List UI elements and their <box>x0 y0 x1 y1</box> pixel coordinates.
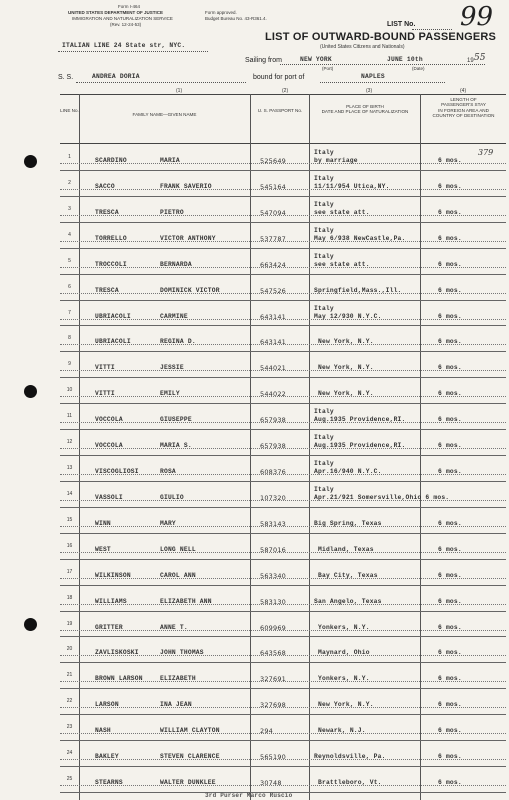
row-given-name: LONG NELL <box>160 545 196 553</box>
row-stay: 6 mos. <box>438 701 462 709</box>
row-birth-place: Midland, Texas <box>318 545 374 553</box>
row-divider <box>60 766 506 767</box>
row-naturalization: Aug.1935 Providence,RI. <box>314 442 406 450</box>
row-naturalization: May 6/938 NewCastle,Pa. <box>314 234 406 242</box>
row-line-number: 3 <box>68 205 71 212</box>
column-number-1: (1) <box>176 88 183 94</box>
row-line-number: 16 <box>66 542 73 549</box>
row-naturalization: see state att. <box>314 208 370 216</box>
row-family-name: LARSON <box>95 701 119 709</box>
row-stay: 6 mos. <box>438 597 462 605</box>
row-line-number: 12 <box>66 439 73 446</box>
row-given-name: BERNARDA <box>160 260 192 268</box>
row-passport-number: 609969 <box>260 623 287 632</box>
row-passport-number: 30748 <box>260 779 282 788</box>
row-line-number: 13 <box>66 465 73 472</box>
row-stay: 6 mos. <box>438 649 462 657</box>
row-line-number: 15 <box>66 516 73 523</box>
row-family-name: VISCOGLIOSI <box>95 468 139 476</box>
destination-underline <box>320 82 445 83</box>
row-stay: 6 mos. <box>438 468 462 476</box>
row-divider <box>60 222 506 223</box>
row-stay: 6 mos. <box>438 779 462 787</box>
row-line-number: 7 <box>68 309 71 316</box>
row-family-name: ZAVLISKOSKI <box>95 649 139 657</box>
row-divider <box>60 714 506 715</box>
row-passport-number: 563340 <box>260 571 287 580</box>
row-passport-number: 537787 <box>260 234 287 243</box>
row-birth-place: Bay City, Texas <box>318 571 378 579</box>
row-given-name: INA JEAN <box>160 701 192 709</box>
bound-for-label: bound for port of <box>253 74 305 81</box>
row-line-number: 21 <box>66 672 73 679</box>
row-stay: 6 mos. <box>438 519 462 527</box>
sailing-year: 55 <box>474 53 486 63</box>
row-given-name: DOMINICK VICTOR <box>160 286 220 294</box>
row-birth-place: Italy <box>314 304 334 312</box>
ship-label: S. S. <box>58 74 74 81</box>
row-passport-number: 525649 <box>260 157 287 165</box>
header-stay <box>421 97 506 119</box>
row-birth-place: Italy <box>314 408 334 416</box>
row-given-name: ANNE T. <box>160 623 188 631</box>
row-birth-place: Italy <box>314 174 334 182</box>
row-birth-place: Yonkers, N.Y. <box>318 623 370 631</box>
sailing-date: JUNE 10th <box>387 56 423 63</box>
row-birth-place: Springfield,Mass.,Ill. <box>314 286 402 294</box>
row-stay: 6 mos. <box>438 182 462 190</box>
row-naturalization: May 12/930 N.Y.C. <box>314 312 382 320</box>
row-passport-number: 608376 <box>260 468 287 477</box>
row-family-name: GRITTER <box>95 623 123 631</box>
column-divider-1 <box>79 94 80 800</box>
row-family-name: NASH <box>95 727 111 735</box>
row-passport-number: 643141 <box>260 338 287 347</box>
row-passport-number: 545164 <box>260 182 287 191</box>
row-family-name: VASSOLI <box>95 493 123 501</box>
row-given-name: STEVEN CLARENCE <box>160 753 220 761</box>
row-family-name: STEARNS <box>95 779 123 787</box>
row-divider <box>60 300 506 301</box>
row-passport-number: 547094 <box>260 208 287 217</box>
row-birth-place: Italy <box>314 149 334 156</box>
row-divider <box>60 196 506 197</box>
row-family-name: WILKINSON <box>95 571 131 579</box>
punch-hole-3 <box>24 618 37 631</box>
form-id: Form I-464 <box>118 4 141 9</box>
row-divider <box>60 481 506 482</box>
row-line-number: 4 <box>68 231 71 238</box>
row-naturalization: Apr.21/921 Somersville,Ohio 6 mos. <box>314 493 450 501</box>
row-stay: 6 mos. <box>438 312 462 320</box>
row-passport-number: 583143 <box>260 519 287 528</box>
row-line-number: 22 <box>66 698 73 705</box>
row-stay: 6 mos. <box>438 675 462 683</box>
row-given-name: ELIZABETH <box>160 675 196 683</box>
row-family-name: SACCO <box>95 182 115 190</box>
row-line-number: 17 <box>66 568 73 575</box>
row-line-number: 25 <box>66 776 73 783</box>
row-given-name: MARIA <box>160 157 180 164</box>
row-divider <box>60 455 506 456</box>
row-divider <box>60 688 506 689</box>
document-title: LIST OF OUTWARD-BOUND PASSENGERS <box>265 31 497 43</box>
sailing-underline <box>280 64 485 65</box>
row-given-name: CARMINE <box>160 312 188 320</box>
row-given-name: GIULIO <box>160 493 184 501</box>
row-family-name: WEST <box>95 545 111 553</box>
row-naturalization: 11/11/954 Utica,NY. <box>314 182 390 190</box>
row-given-name: PIETRO <box>160 208 184 216</box>
row-stay: 6 mos. <box>438 260 462 268</box>
row-line-number: 24 <box>66 750 73 757</box>
row-divider <box>60 533 506 534</box>
row-family-name: BROWN LARSON <box>95 675 143 683</box>
column-divider-3 <box>309 94 310 800</box>
row-given-name: VICTOR ANTHONY <box>160 234 216 242</box>
row-family-name: BAKLEY <box>95 753 119 761</box>
row-passport-number: 327698 <box>260 701 287 710</box>
department-line-2: IMMIGRATION AND NATURALIZATION SERVICE <box>72 16 173 21</box>
row-passport-number: 565190 <box>260 753 287 762</box>
row-birth-place: Brattleboro, Vt. <box>318 779 382 787</box>
row-divider <box>60 585 506 586</box>
row-divider <box>60 248 506 249</box>
row-passport-number: 643568 <box>260 649 287 658</box>
row-birth-place: Italy <box>314 460 334 468</box>
row-divider <box>60 507 506 508</box>
row-passport-number: 643141 <box>260 312 287 321</box>
ship-underline <box>76 82 246 83</box>
row-divider <box>60 170 506 171</box>
column-divider-4 <box>420 94 421 800</box>
header-stay-line-1: LENGTH OF <box>450 97 477 102</box>
row-birth-place: Italy <box>314 252 334 260</box>
row-passport-number: 107320 <box>260 493 287 502</box>
row-stay: 6 mos. <box>438 338 462 346</box>
row-stay: 6 mos. <box>438 727 462 735</box>
list-number-underline <box>412 29 452 30</box>
sailing-port: NEW YORK <box>300 56 332 63</box>
port-caption: (Port) <box>322 66 334 71</box>
row-passport-number: 583130 <box>260 597 287 606</box>
row-line-number: 10 <box>66 387 73 394</box>
row-family-name: SCARDINO <box>95 157 127 164</box>
row-line-number: 8 <box>68 335 71 342</box>
column-divider-2 <box>250 94 251 800</box>
row-stay: 6 mos. <box>438 442 462 450</box>
row-naturalization: see state att. <box>314 260 370 268</box>
row-birth-place: Italy <box>314 200 334 208</box>
department-line-1: UNITED STATES DEPARTMENT OF JUSTICE <box>68 10 164 15</box>
date-caption: (Date) <box>412 66 425 71</box>
row-family-name: TRESCA <box>95 286 119 294</box>
punch-hole-1 <box>24 155 37 168</box>
destination-port: NAPLES <box>361 73 385 80</box>
row-birth-place: Italy <box>314 434 334 442</box>
list-number-handwritten: 99 <box>460 2 494 32</box>
row-stay: 6 mos. <box>438 753 462 761</box>
row-given-name: GIUSEPPE <box>160 416 192 424</box>
row-divider <box>60 325 506 326</box>
row-naturalization: Apr.16/940 N.Y.C. <box>314 468 382 476</box>
row-naturalization: by marriage <box>314 157 358 164</box>
column-number-2: (2) <box>282 88 289 94</box>
row-line-number: 18 <box>66 594 73 601</box>
row-divider <box>60 403 506 404</box>
row-line-number: 19 <box>66 620 73 627</box>
sailing-year-prefix: 19 <box>467 58 474 64</box>
row-family-name: UBRIACOLI <box>95 338 131 346</box>
row-family-name: VOCCOLA <box>95 416 123 424</box>
header-stay-line-2: PASSENGER'S STAY <box>441 102 486 108</box>
row-stay: 6 mos. <box>438 571 462 579</box>
row-family-name: VITTI <box>95 364 115 372</box>
row-stay: 6 mos. <box>438 623 462 631</box>
department-line-3: (Rev. 12-24-53) <box>110 22 142 27</box>
row-family-name: TROCCOLI <box>95 260 127 268</box>
row-family-name: WINN <box>95 519 111 527</box>
list-number-label: LIST No. <box>387 21 416 28</box>
row-line-number: 9 <box>68 361 71 368</box>
row-given-name: WILLIAM CLAYTON <box>160 727 220 735</box>
row-family-name: WILLIAMS <box>95 597 127 605</box>
ship-name: ANDREA DORIA <box>92 73 140 80</box>
row-passport-number: 657938 <box>260 442 287 451</box>
table-top-rule <box>60 94 506 95</box>
row-birth-place: New York, N.Y. <box>318 701 374 709</box>
sailing-from-label: Sailing from <box>245 57 282 64</box>
row-line-number: 23 <box>66 724 73 731</box>
row-stay: 6 mos. <box>438 157 462 164</box>
row-passport-number: 657938 <box>260 416 287 425</box>
row-stay: 6 mos. <box>438 545 462 553</box>
row-given-name: ROSA <box>160 468 176 476</box>
row-given-name: MARIA S. <box>160 442 192 450</box>
row-line-number: 1 <box>68 154 71 160</box>
row-given-name: MARY <box>160 519 176 527</box>
row-passport-number: 587016 <box>260 545 287 554</box>
row-family-name: TORRELLO <box>95 234 127 242</box>
column-number-4: (4) <box>460 88 467 94</box>
row-divider <box>60 740 506 741</box>
row-family-name: VOCCOLA <box>95 442 123 450</box>
row-given-name: ELIZABETH ANN <box>160 597 212 605</box>
header-line-no: LINE No. <box>60 108 79 113</box>
column-number-3: (3) <box>366 88 373 94</box>
row-divider <box>60 377 506 378</box>
footer-signature: 3rd Purser Marco Ruscio <box>205 792 293 799</box>
row-birth-place: Reynoldsville, Pa. <box>314 753 386 761</box>
row-birth-place: New York, N.Y. <box>318 390 374 398</box>
header-name: FAMILY NAME—GIVEN NAME <box>132 112 197 117</box>
row-family-name: UBRIACOLI <box>95 312 131 320</box>
row-line-number: 20 <box>66 646 73 653</box>
row-given-name: JOHN THOMAS <box>160 649 204 657</box>
row-passport-number: 547526 <box>260 286 287 295</box>
row-given-name: REGINA D. <box>160 338 196 346</box>
row-passport-number: 544021 <box>260 364 287 373</box>
header-birth <box>311 104 419 115</box>
row-birth-place: New York, N.Y. <box>318 364 374 372</box>
row-birth-place: New York, N.Y. <box>318 338 374 346</box>
row-stay: 6 mos. <box>438 390 462 398</box>
row-annotation: 379 <box>478 148 494 157</box>
header-stay-line-3: IN FOREIGN AREA AND <box>438 107 489 113</box>
row-given-name: JESSIE <box>160 364 184 372</box>
row-line-number: 6 <box>68 283 71 290</box>
row-given-name: CAROL ANN <box>160 571 196 579</box>
row-stay: 6 mos. <box>438 416 462 424</box>
row-stay: 6 mos. <box>438 286 462 294</box>
row-stay: 6 mos. <box>438 364 462 372</box>
company-name: ITALIAN LINE 24 State str, NYC. <box>62 42 186 49</box>
row-line-number: 14 <box>66 490 73 497</box>
row-given-name: WALTER DUNKLEE <box>160 779 216 787</box>
row-passport-number: 327691 <box>260 675 287 684</box>
document-subtitle: (United States Citizens and Nationals) <box>320 44 405 50</box>
header-birth-line-1: PLACE OF BIRTH <box>346 104 384 109</box>
row-birth-place: Yonkers, N.Y. <box>318 675 370 683</box>
row-stay: 6 mos. <box>438 234 462 242</box>
row-family-name: TRESCA <box>95 208 119 216</box>
row-birth-place: Newark, N.J. <box>318 727 366 735</box>
table-header-rule <box>60 143 506 144</box>
row-divider <box>60 351 506 352</box>
row-divider <box>60 559 506 560</box>
header-stay-line-4: COUNTRY OF DESTINATION <box>432 113 495 119</box>
row-line-number: 11 <box>66 413 73 420</box>
row-passport-number: 544022 <box>260 390 287 399</box>
row-line-number: 5 <box>68 257 71 264</box>
row-birth-place: Italy <box>314 226 334 234</box>
row-divider <box>60 611 506 612</box>
row-given-name: FRANK SAVERIO <box>160 182 212 190</box>
row-given-name: EMILY <box>160 390 180 398</box>
row-birth-place: Big Spring, Texas <box>314 519 382 527</box>
header-birth-line-2: DATE AND PLACE OF NATURALIZATION <box>321 109 409 115</box>
row-passport-number: 294 <box>260 727 274 736</box>
row-birth-place: San Angelo, Texas <box>314 597 382 605</box>
row-divider <box>60 636 506 637</box>
row-stay: 6 mos. <box>438 208 462 216</box>
approval-line-1: Form approved. <box>205 10 237 15</box>
approval-line-2: Budget Bureau No. 43-R361.4. <box>205 16 267 21</box>
row-divider <box>60 429 506 430</box>
row-passport-number: 663424 <box>260 260 287 269</box>
row-birth-place: Maynard, Ohio <box>318 649 370 657</box>
company-underline <box>58 51 208 52</box>
row-divider <box>60 662 506 663</box>
row-naturalization: Aug.1935 Providence,RI. <box>314 416 406 424</box>
row-divider <box>60 274 506 275</box>
row-family-name: VITTI <box>95 390 115 398</box>
header-passport: U. S. PASSPORT No. <box>257 108 303 113</box>
row-birth-place: Italy <box>314 485 334 493</box>
punch-hole-2 <box>24 385 37 398</box>
row-line-number: 2 <box>68 179 71 186</box>
